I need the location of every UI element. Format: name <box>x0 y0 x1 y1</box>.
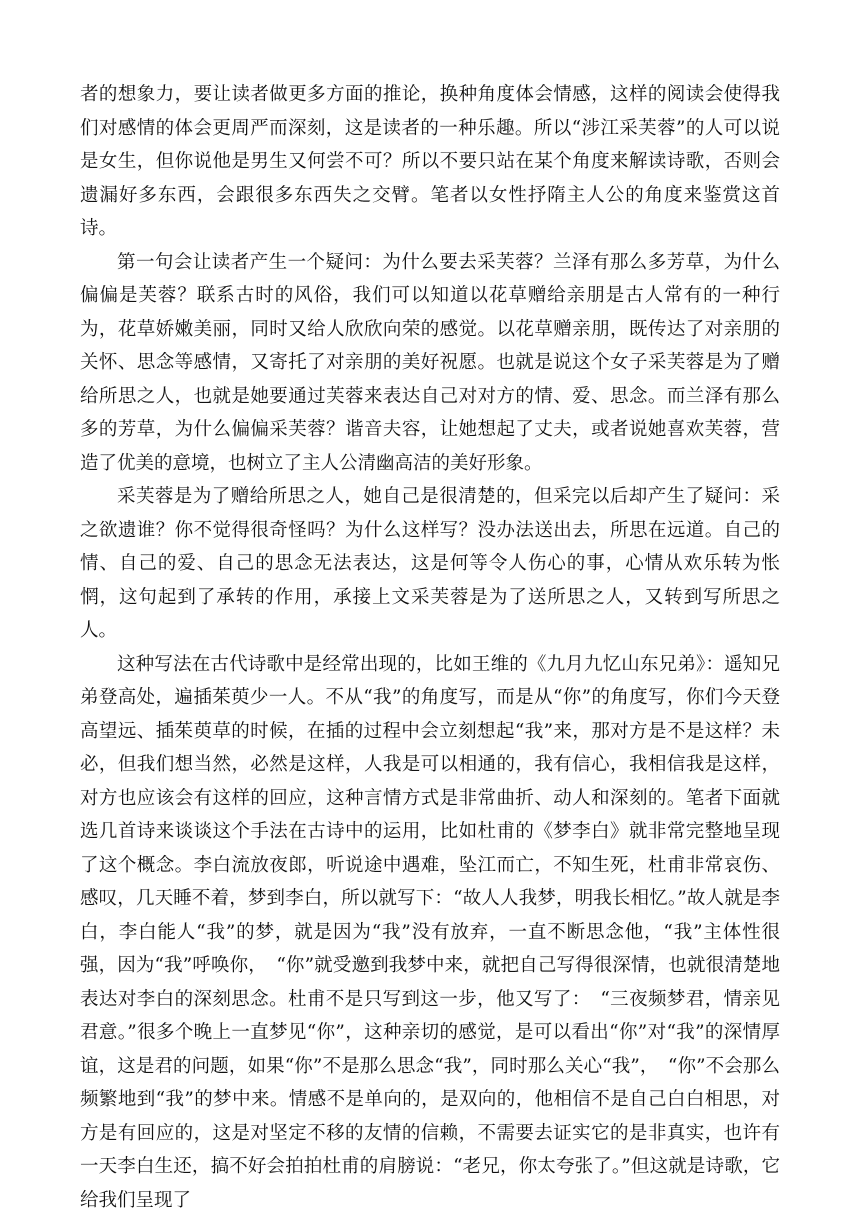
paragraph-4: 这种写法在古代诗歌中是经常出现的，比如王维的《九月九忆山东兄弟》：遥知兄弟登高处，遍插茱萸少一人。不从“我”的角度写，而是从“你”的角度写，你们今天登高望远、插茱萸草的时候，在插的过程中会立刻想起“我”来，那对方是不是这样？未必，但我们想当然，必然是这样，人我是可以相通的，我有信心，我相信我是这样，对方也应该会有这样的回应，这种言情方式是非常曲折、动人和深刻的。笔者下面就选几首诗来谈谈这个手法在古诗中的运用，比如杜甫的《梦李白》就非常完整地呈现了这个概念。李白流放夜郎，听说途中遇难，坠江而亡，不知生死，杜甫非常哀伤、感叹，几天睡不着，梦到李白，所以就写下：“故人人我梦，明我长相忆。”故人就是李白，李白能人“我”的梦，就是因为“我”没有放弃，一直不断思念他，“我”主体性很强，因为“我”呼唤你， “你”就受邀到我梦中来，就把自己写得很深情，也就很清楚地表达对李白的深刻思念。杜甫不是只写到这一步，他又写了： “三夜频梦君，情亲见君意。”很多个晚上一直梦见“你”，这种亲切的感觉，是可以看出“你”对“我”的深情厚谊，这是君的问题，如果“你”不是那么思念“我”，同时那么关心“我”， “你”不会那么频繁地到“我”的梦中来。情感不是单向的，是双向的，他相信不是自己白白相思，对方是有回应的，这是对坚定不移的友情的信赖，不需要去证实它的是非真实，也许有一天李白生还，搞不好会拍拍杜甫的肩膀说：“老兄，你太夸张了。”但这就是诗歌，它给我们呈现了 <box>80 648 780 1217</box>
document-body <box>80 78 780 1217</box>
paragraph-3: 采芙蓉是为了赠给所思之人，她自己是很清楚的，但采完以后却产生了疑问：采之欲遗谁？你不觉得很奇怪吗？为什么这样写？没办法送出去，所思在远道。自己的情、自己的爱、自己的思念无法表达，这是何等令人伤心的事，心情从欢乐转为怅惘，这句起到了承转的作用，承接上文采芙蓉是为了送所思之人，又转到写所思之人。 <box>80 480 780 648</box>
paragraph-1: 者的想象力，要让读者做更多方面的推论，换种角度体会情感，这样的阅读会使得我们对感情的体会更周严而深刻，这是读者的一种乐趣。所以“涉江采芙蓉”的人可以说是女生，但你说他是男生又何尝不可？所以不要只站在某个角度来解读诗歌，否则会遗漏好多东西，会跟很多东西失之交臂。笔者以女性抒隋主人公的角度来鉴赏这首诗。 <box>80 78 780 246</box>
paragraph-2: 第一句会让读者产生一个疑问：为什么要去采芙蓉？兰泽有那么多芳草，为什么偏偏是芙蓉？联系古时的风俗，我们可以知道以花草赠给亲朋是古人常有的一种行为，花草娇嫩美丽，同时又给人欣欣向荣的感觉。以花草赠亲朋，既传达了对亲朋的关怀、思念等感情，又寄托了对亲朋的美好祝愿。也就是说这个女子采芙蓉是为了赠给所思之人，也就是她要通过芙蓉来表达自己对对方的情、爱、思念。而兰泽有那么多的芳草，为什么偏偏采芙蓉？谐音夫容，让她想起了丈夫，或者说她喜欢芙蓉，营造了优美的意境，也树立了主人公清幽高洁的美好形象。 <box>80 246 780 481</box>
